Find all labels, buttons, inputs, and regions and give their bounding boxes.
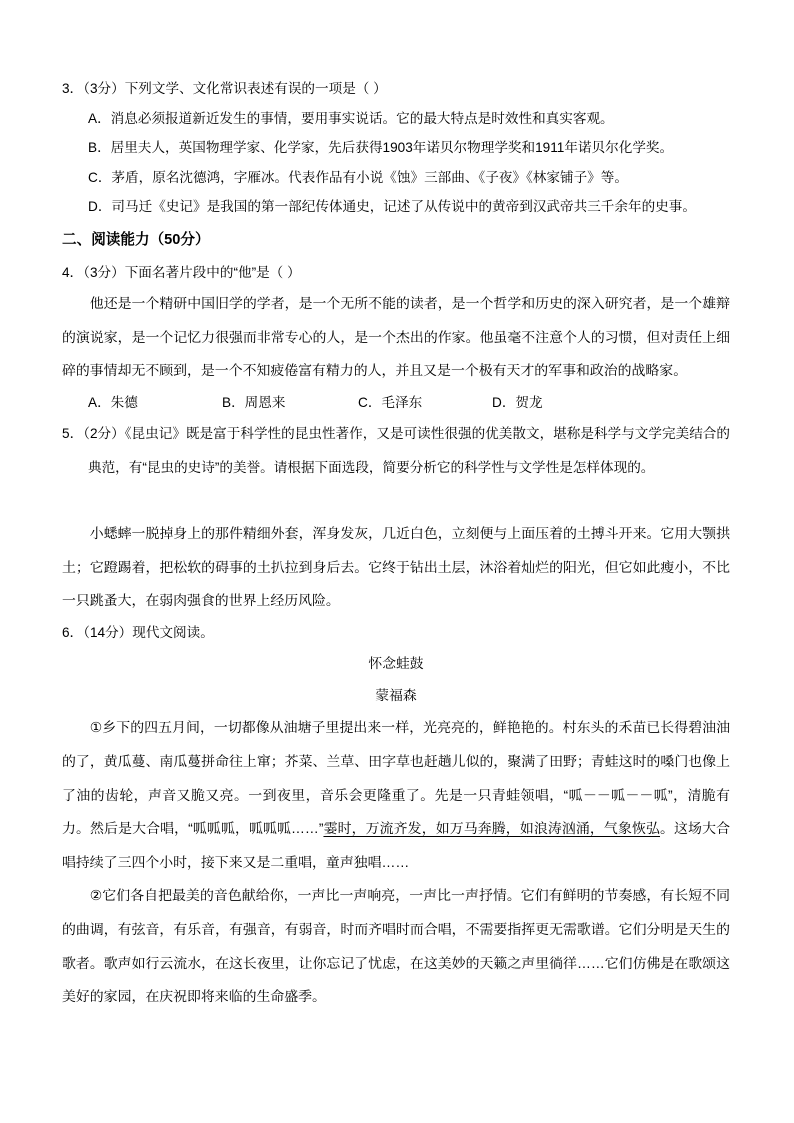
question-4-choice-d: D．贺龙 (492, 394, 543, 410)
question-3-stem: 3．（3分）下列文学、文化常识表述有误的一项是（ ） (62, 81, 387, 96)
question-4-choice-c: C．毛泽东 (358, 394, 423, 410)
question-4-choice-a: A．朱德 (88, 394, 138, 410)
paragraph-1-underlined-text: 霎时，万流齐发，如万马奔腾，如浪涛汹涌，气象恢弘 (323, 820, 661, 837)
question-4-choices (62, 388, 730, 418)
paragraph-1-text-after: 。这场大合唱持续了三四个小时，接下来又是二重唱，童声独唱…… (62, 820, 730, 870)
question-6-stem: 6．（14分）现代文阅读。 (62, 624, 214, 640)
question-3-option-b: B．居里夫人，英国物理学家、化学家，先后获得1903年诺贝尔物理学奖和1911年诺贝尔化学奖。 (88, 140, 674, 155)
question-4-choice-b: B．周恩来 (222, 394, 286, 410)
question-3-option-c: C．茅盾，原名沈德鸿，字雁冰。代表作品有小说《蚀》三部曲、《子夜》《林家铺子》等。 (88, 169, 628, 185)
question-5-passage: 小蟋蟀一脱掉身上的那件精细外套，浑身发灰，几近白色，立刻便与上面压着的土搏斗开来。它用大颚拱土；它蹬踢着，把松软的碍事的土扒拉到身后去。它终于钻出土层，沐浴着灿烂的阳光，但它如此瘦小，不比一只跳蚤大，在弱肉强食的世界上经历风险。 (62, 525, 730, 609)
article-paragraph-2: ②它们各自把最美的音色献给你，一声比一声响亮，一声比一声抒情。它们有鲜明的节奏感，有长短不同的曲调，有弦音，有乐音，有强音，有弱音，时而齐唱时而合唱，不需要指挥更无需歌谱。它们分明是天生的歌者。歌声如行云流水，在这长夜里，让你忘记了忧虑，在这美妙的天籁之声里徜徉……它们仿佛是在歌颂这美好的家园，在庆祝即将来临的生命盛季。 (62, 887, 730, 1005)
article-title: 怀念蛙鼓 (368, 656, 424, 672)
question-5-stem: 5．（2分）《昆虫记》既是富于科学性的昆虫性著作，又是可读性很强的优美散文，堪称是科学与文学完美结合的典范，有“昆虫的史诗”的美誉。请根据下面选段，简要分析它的科学性与文学性是怎样体现的。 (62, 426, 730, 475)
article-author: 蒙福森 (375, 688, 417, 704)
question-3-option-a: A．消息必须报道新近发生的事情，要用事实说话。它的最大特点是时效性和真实客观。 (88, 110, 614, 126)
paragraph-1-text-before: ①乡下的四五月间，一切都像从油塘子里提出来一样，光亮亮的，鲜艳艳的。村东头的禾苗已长得碧油油的了，黄瓜蔓、南瓜蔓拼命往上窜；芥菜、兰草、田字草也赶趟儿似的，聚满了田野；青蛙这时的嗓门也像上了油的齿轮，声音又脆又亮。一到夜里，音乐会更隆重了。先是一只青蛙领唱，“呱－－呱－－呱”，清脆有力。然后是大合唱，“呱呱呱，呱呱呱……” (62, 719, 730, 837)
section-2-heading: 二、阅读能力（50分） (62, 231, 210, 248)
blank-line-spacer (62, 484, 730, 517)
question-3-option-d: D．司马迁《史记》是我国的第一部纪传体通史，记述了从传说中的黄帝到汉武帝共三千余年的史事。 (88, 199, 696, 214)
question-4-passage: 他还是一个精研中国旧学的学者，是一个无所不能的读者，是一个哲学和历史的深入研究者，是一个雄辩的演说家，是一个记忆力很强而非常专心的人，是一个杰出的作家。他虽毫不注意个人的习惯，但对责任上细碎的事情却无不顾到，是一个不知疲倦富有精力的人，并且又是一个极有天才的军事和政治的战略家。 (62, 295, 730, 379)
question-4-stem: 4．（3分）下面名著片段中的“他”是（ ） (62, 264, 301, 280)
article-paragraph-1 (62, 711, 730, 879)
